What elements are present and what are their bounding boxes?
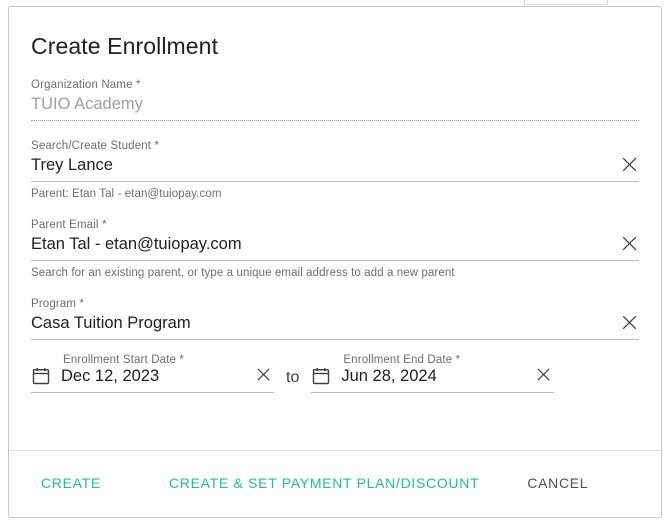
field-enrollment-start-date bbox=[31, 354, 274, 393]
dialog-actions bbox=[31, 467, 639, 499]
clear-icon[interactable] bbox=[255, 366, 274, 385]
calendar-icon[interactable] bbox=[311, 366, 331, 386]
search-create-student-input[interactable] bbox=[31, 155, 639, 182]
calendar-icon[interactable] bbox=[31, 366, 51, 386]
field-label-organization-name: Organization Name * bbox=[31, 79, 141, 91]
field-program bbox=[31, 298, 639, 340]
field-label-enrollment-end-date: Enrollment End Date * bbox=[343, 354, 461, 366]
parent-email-value: Etan Tal - etan@tuiopay.com bbox=[31, 235, 242, 253]
field-label-parent-email: Parent Email * bbox=[31, 219, 107, 231]
search-create-student-value: Trey Lance bbox=[31, 156, 113, 174]
field-label-enrollment-start-date: Enrollment Start Date * bbox=[63, 354, 185, 366]
clear-icon[interactable] bbox=[535, 366, 554, 385]
clear-icon[interactable] bbox=[620, 313, 639, 332]
create-enrollment-dialog bbox=[8, 6, 662, 518]
student-parent-helper-text: Parent: Etan Tal - etan@tuiopay.com bbox=[31, 188, 222, 200]
parent-email-helper-text: Search for an existing parent, or type a unique email address to add a new parent bbox=[31, 267, 455, 279]
enrollment-date-range bbox=[31, 354, 639, 393]
background-window-edge bbox=[524, 0, 608, 5]
clear-icon[interactable] bbox=[620, 155, 639, 174]
enrollment-start-date-value: Dec 12, 2023 bbox=[61, 367, 160, 385]
organization-name-input[interactable] bbox=[31, 94, 639, 121]
field-parent-email bbox=[31, 219, 639, 279]
page-title: Create Enrollment bbox=[31, 33, 219, 59]
enrollment-end-date-value: Jun 28, 2024 bbox=[341, 367, 437, 385]
field-search-create-student bbox=[31, 140, 639, 200]
organization-name-value: TUIO Academy bbox=[31, 95, 143, 113]
enrollment-start-date-input[interactable] bbox=[31, 366, 274, 393]
program-value: Casa Tuition Program bbox=[31, 314, 191, 332]
date-range-separator: to bbox=[286, 369, 300, 386]
parent-email-input[interactable] bbox=[31, 234, 639, 261]
enrollment-end-date-input[interactable] bbox=[311, 366, 554, 393]
clear-icon[interactable] bbox=[620, 234, 639, 253]
field-label-search-create-student: Search/Create Student * bbox=[31, 140, 160, 152]
cancel-button[interactable]: CANCEL bbox=[517, 467, 598, 499]
field-organization-name bbox=[31, 79, 639, 121]
actions-divider bbox=[9, 450, 661, 451]
field-enrollment-end-date bbox=[311, 354, 554, 393]
create-and-set-payment-plan-button[interactable]: CREATE & SET PAYMENT PLAN/DISCOUNT bbox=[159, 467, 489, 499]
field-label-program: Program * bbox=[31, 298, 85, 310]
create-button[interactable]: CREATE bbox=[31, 467, 111, 499]
program-input[interactable] bbox=[31, 313, 639, 340]
